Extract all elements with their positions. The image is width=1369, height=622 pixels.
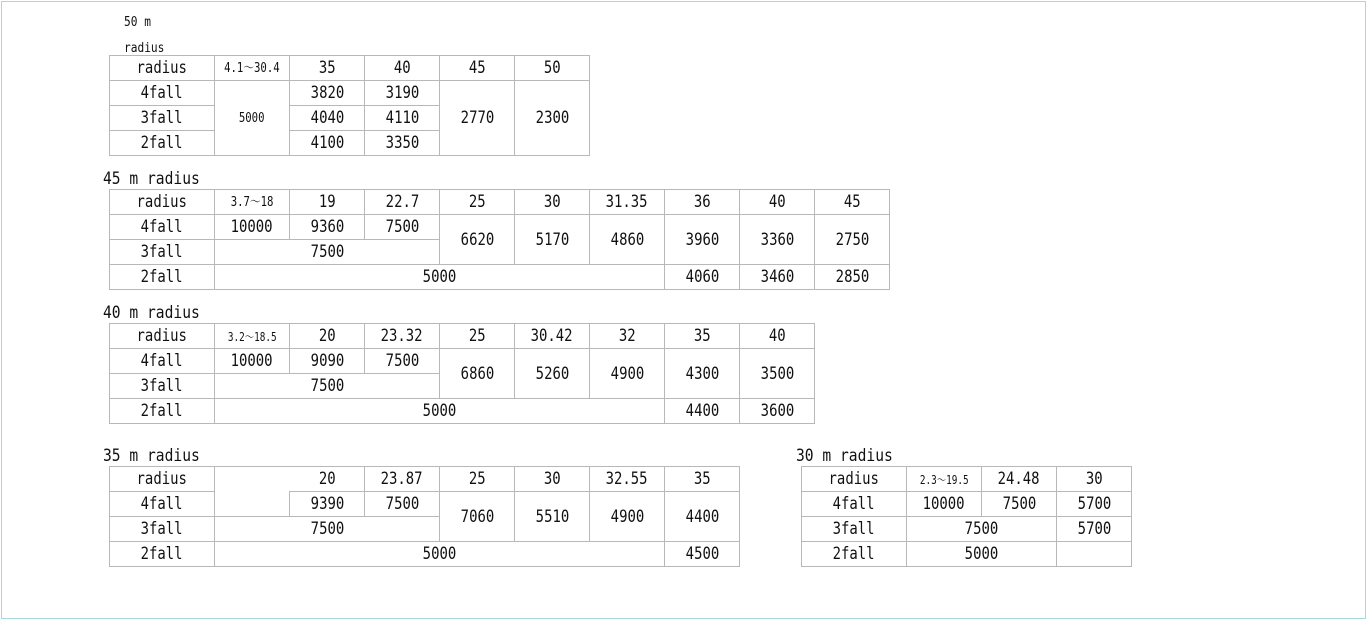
row-label: 2fall	[110, 131, 215, 156]
header-cell: 24.48	[982, 467, 1057, 492]
header-cell: 2.3～19.5	[907, 467, 982, 492]
table-cell: 10000	[215, 349, 290, 374]
table-cell: 10000	[215, 215, 290, 240]
row-label: 2fall	[802, 542, 907, 567]
table-cell: 7500	[907, 517, 1057, 542]
row-label: 3fall	[110, 374, 215, 399]
header-cell: 40	[740, 190, 815, 215]
header-cell: 36	[665, 190, 740, 215]
table-header-row	[110, 467, 740, 492]
header-cell: 22.7	[365, 190, 440, 215]
table-row	[110, 542, 740, 567]
table-cell: 7060	[440, 492, 515, 542]
header-cell: 32	[590, 324, 665, 349]
header-cell: 3.2～18.5	[215, 324, 290, 349]
table-header-row	[802, 467, 1132, 492]
table-cell	[215, 492, 290, 517]
table-cell: 2300	[515, 81, 590, 156]
header-cell: 19	[290, 190, 365, 215]
header-cell: radius	[110, 467, 215, 492]
table-30m	[801, 466, 1132, 567]
row-label: 3fall	[110, 240, 215, 265]
table-cell: 7500	[365, 215, 440, 240]
table-cell: 2770	[440, 81, 515, 156]
row-label: 3fall	[110, 517, 215, 542]
row-label: 3fall	[110, 106, 215, 131]
row-label: 4fall	[110, 349, 215, 374]
header-cell: 4.1～30.4	[215, 56, 290, 81]
table-35-title: 35 m radius	[103, 446, 200, 466]
table-cell: 3500	[740, 349, 815, 399]
row-label: 4fall	[110, 81, 215, 106]
table-cell: 5000	[215, 265, 665, 290]
table-cell: 3350	[365, 131, 440, 156]
header-cell: 40	[365, 56, 440, 81]
table-cell	[1057, 542, 1132, 567]
row-label: 4fall	[802, 492, 907, 517]
table-cell: 5000	[215, 399, 665, 424]
table-50m	[109, 55, 590, 156]
row-label: 2fall	[110, 265, 215, 290]
header-cell: 40	[740, 324, 815, 349]
header-cell: 50	[515, 56, 590, 81]
table-cell: 3360	[740, 215, 815, 265]
table-35m	[109, 466, 740, 567]
header-cell: 25	[440, 467, 515, 492]
header-cell: 35	[665, 324, 740, 349]
table-row	[110, 349, 815, 374]
table-cell: 4400	[665, 399, 740, 424]
table-row	[110, 215, 890, 240]
table-cell: 3820	[290, 81, 365, 106]
table-cell: 9090	[290, 349, 365, 374]
table-cell: 7500	[215, 517, 440, 542]
table-cell: 4860	[590, 215, 665, 265]
header-cell: 30.42	[515, 324, 590, 349]
table-row	[110, 81, 590, 106]
header-cell: radius	[110, 190, 215, 215]
table-row	[110, 265, 890, 290]
table-cell: 4110	[365, 106, 440, 131]
table-30-title: 30 m radius	[796, 446, 893, 466]
table-cell: 4040	[290, 106, 365, 131]
table-cell: 5000	[907, 542, 1057, 567]
header-cell: 45	[440, 56, 515, 81]
header-cell: 30	[515, 467, 590, 492]
table-cell: 5700	[1057, 517, 1132, 542]
table-header-row	[110, 324, 815, 349]
table-cell: 3600	[740, 399, 815, 424]
table-row	[110, 399, 815, 424]
row-label: 3fall	[802, 517, 907, 542]
table-row	[802, 492, 1132, 517]
table-cell: 3460	[740, 265, 815, 290]
table-cell: 2850	[815, 265, 890, 290]
table-row	[110, 492, 740, 517]
table-cell: 5170	[515, 215, 590, 265]
table-cell: 7500	[365, 349, 440, 374]
table-row	[802, 542, 1132, 567]
header-cell: radius	[110, 324, 215, 349]
table-cell: 5510	[515, 492, 590, 542]
table-cell: 4500	[665, 542, 740, 567]
table-cell: 2750	[815, 215, 890, 265]
header-cell: 35	[665, 467, 740, 492]
table-40m	[109, 323, 815, 424]
table-45-title: 45 m radius	[103, 169, 200, 189]
header-cell: 20	[215, 467, 365, 492]
header-cell: radius	[110, 56, 215, 81]
header-cell: 31.35	[590, 190, 665, 215]
table-45m	[109, 189, 890, 290]
table-cell: 4900	[590, 349, 665, 399]
table-cell: 6860	[440, 349, 515, 399]
row-label: 4fall	[110, 215, 215, 240]
table-cell: 4400	[665, 492, 740, 542]
table-cell: 5260	[515, 349, 590, 399]
table-cell: 7500	[215, 240, 440, 265]
table-50-title-line1: 50 m	[124, 15, 151, 30]
table-cell: 4100	[290, 131, 365, 156]
table-40-title: 40 m radius	[103, 303, 200, 323]
header-cell: 23.32	[365, 324, 440, 349]
row-label: 2fall	[110, 399, 215, 424]
table-cell: 5000	[215, 542, 665, 567]
header-cell: 35	[290, 56, 365, 81]
table-cell: 4300	[665, 349, 740, 399]
header-cell: 45	[815, 190, 890, 215]
table-cell: 9360	[290, 215, 365, 240]
header-cell: 25	[440, 324, 515, 349]
table-row	[802, 517, 1132, 542]
table-cell: 9390	[290, 492, 365, 517]
table-cell: 6620	[440, 215, 515, 265]
table-cell: 5700	[1057, 492, 1132, 517]
table-cell: 4900	[590, 492, 665, 542]
header-cell: 23.87	[365, 467, 440, 492]
table-cell: 10000	[907, 492, 982, 517]
header-cell: 30	[515, 190, 590, 215]
table-cell: 7500	[982, 492, 1057, 517]
header-cell: 30	[1057, 467, 1132, 492]
table-header-row	[110, 56, 590, 81]
table-cell: 3960	[665, 215, 740, 265]
header-cell: 25	[440, 190, 515, 215]
table-cell: 5000	[215, 81, 290, 156]
table-cell: 7500	[215, 374, 440, 399]
header-cell: 20	[290, 324, 365, 349]
table-cell: 3190	[365, 81, 440, 106]
table-cell: 7500	[365, 492, 440, 517]
table-50-title-line2: radius	[124, 41, 165, 56]
table-header-row	[110, 190, 890, 215]
row-label: 4fall	[110, 492, 215, 517]
header-cell: 3.7～18	[215, 190, 290, 215]
table-cell: 4060	[665, 265, 740, 290]
header-cell: radius	[802, 467, 907, 492]
header-cell: 32.55	[590, 467, 665, 492]
row-label: 2fall	[110, 542, 215, 567]
